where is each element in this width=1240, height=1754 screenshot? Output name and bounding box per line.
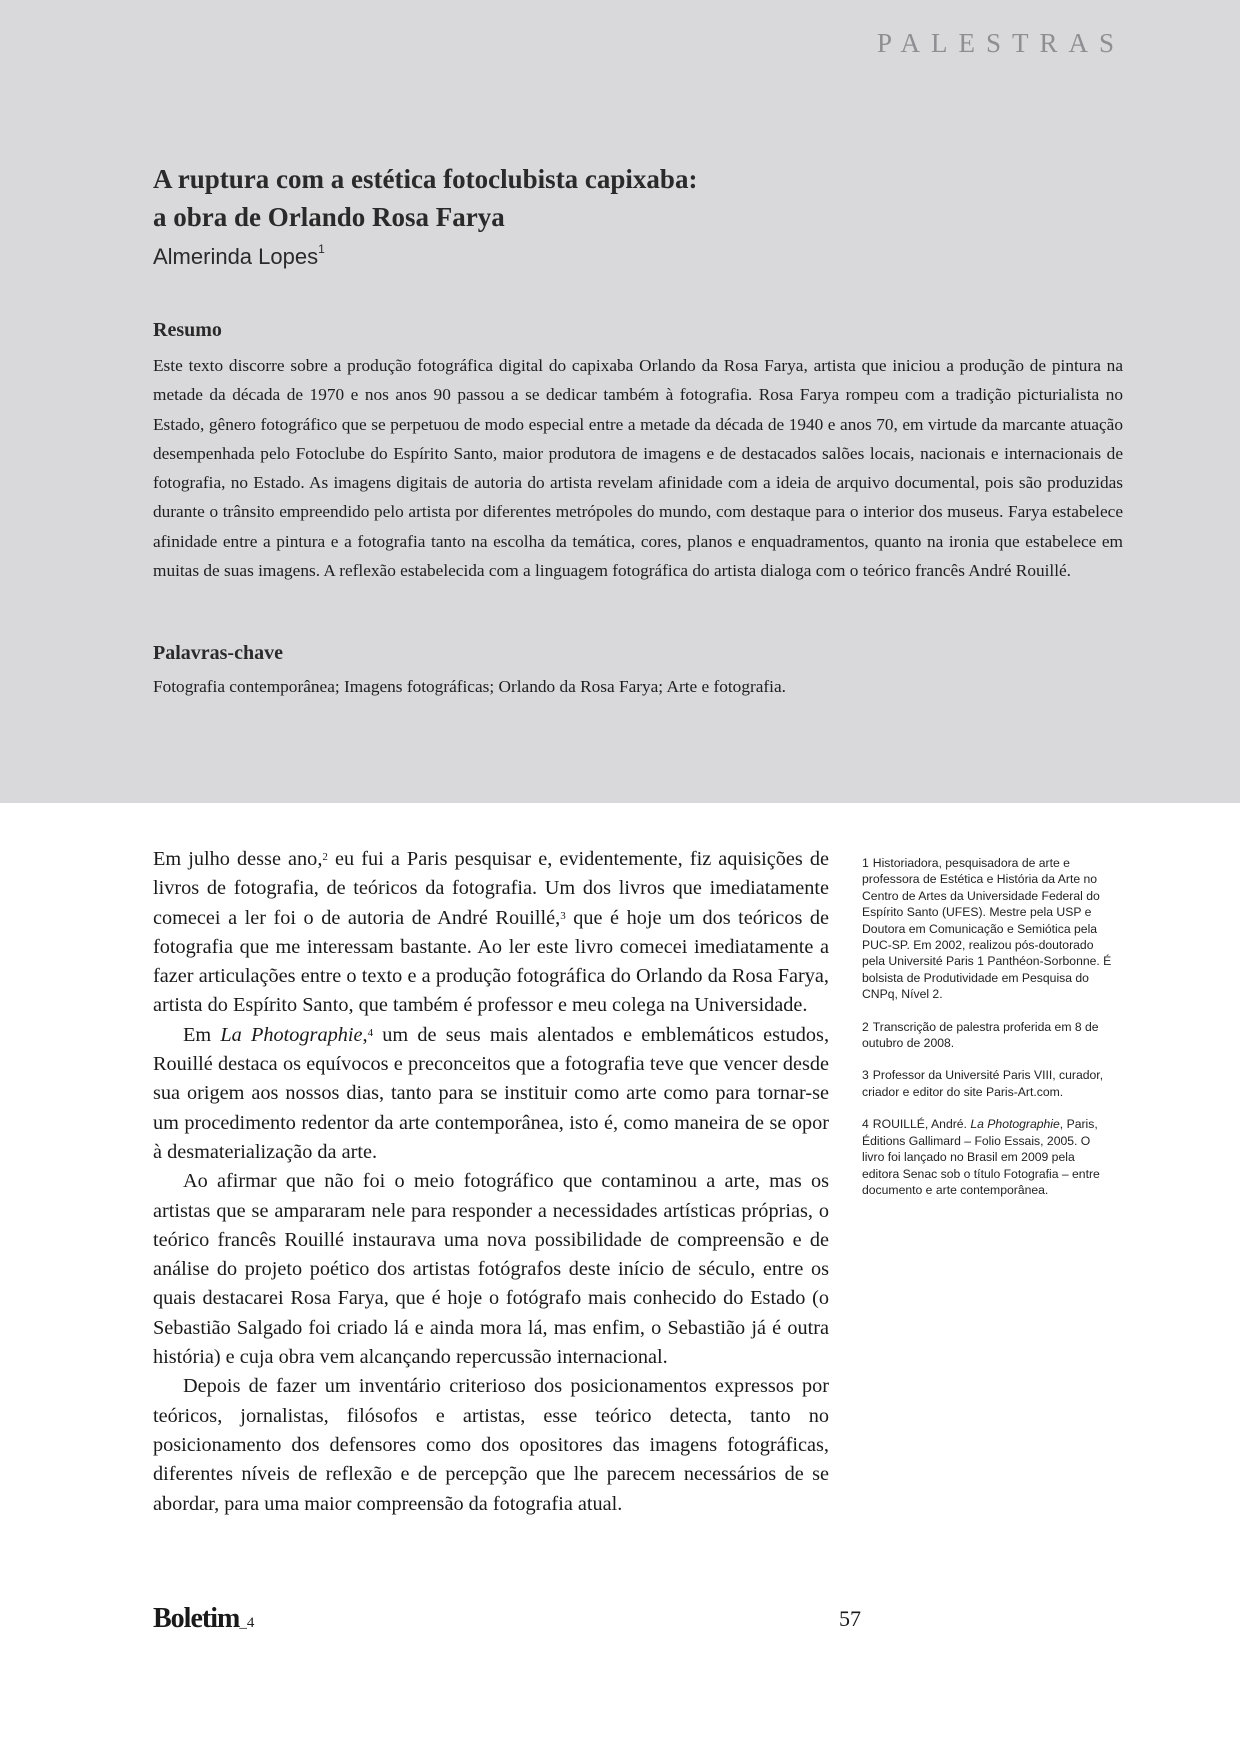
footnote-1 [862,855,1114,1003]
keywords-text: Fotografia contemporânea; Imagens fotográficas; Orlando da Rosa Farya; Arte e fotografia. [153,677,786,696]
body-text: eu fui a Paris pesquisar e, evidentemente, fiz aquisições de livros de fotografia, de teóricos da fotografia. Um dos livros que imediatamente comecei a ler foi o de autoria de André Rouillé, [153,848,829,929]
journal-issue: _4 [239,1615,255,1631]
footnote-text: , Paris, Éditions Gallimard – Folio Essais, 2005. O livro foi lançado no Brasil em 2009 pela editora Senac sob o título Fotografia – entre documento e arte contemporânea. [862,1117,1100,1197]
footnote-text: Professor da Université Paris VIII, curador, criador e editor do site Paris-Art.com. [862,1068,1104,1099]
footnote-number: 4 [862,1117,869,1132]
article-title [153,160,1053,236]
body-text: Em julho desse ano, [153,848,323,870]
abstract-text: Este texto discorre sobre a produção fotográfica digital do capixaba Orlando da Rosa Farya, artista que iniciou a produção de pintura na metade da década de 1970 e nos anos 90 passou a se dedicar também à fotografia. Rosa Farya rompeu com a tradição picturialista no Estado, gênero fotográfico que se perpetuou de modo especial entre a metade da década de 1940 e anos 70, em virtude da marcante atuação desempenhada pelo Fotoclube do Espírito Santo, maior produtora de imagens e de destacados salões locais, nacionais e internacionais de fotografia, no Estado. As imagens digitais de autoria do artista revelam afinidade com a ideia de arquivo documental, pois são produzidas durante o trânsito empreendido pelo artista por diferentes metrópoles do mundo, com destaque para o interior dos museus. Farya estabelece afinidade entre a pintura e a fotografia tanto na escolha da temática, cores, planos e enquadramentos, quanto na ironia que estabelece em muitas de suas imagens. A reflexão estabelecida com a linguagem fotográfica do artista dialoga com o teórico francês André Rouillé. [153,356,1123,581]
footnote-text: Transcrição de palestra proferida em 8 de outubro de 2008. [862,1019,1099,1051]
journal-name-text: Boletim [153,1603,240,1634]
keywords-heading: Palavras-chave [153,642,283,664]
footnote-text: Historiadora, pesquisadora de arte e professora de Estética e História da Arte no Centro de Artes da Universidade Federal do Espírito Santo (UFES). Mestre pela USP e Doutora em Comunicação e Semiótica pela PUC-SP. Em 2002, realizou pós-doutorado pela Université Paris 1 Panthéon-Sorbonne. É bolsista de Produtividade em Pesquisa do CNPq, Nível 2. [862,856,1112,1002]
section-label: PALESTRAS [876,28,1125,58]
abstract-heading: Resumo [153,319,222,341]
footnote-text: ROUILLÉ, André. [872,1117,971,1132]
footnote-number: 1 [862,856,869,870]
body-paragraph: Ao afirmar que não foi o meio fotográfico que contaminou a arte, mas os artistas que se ampararam nele para responder a necessidades artísticas próprias, o teórico francês Rouillé instaurava uma nova possibilidade de compreensão e de análise do projeto poético dos artistas fotógrafos deste início de século, entre os quais destacarei Rosa Farya, que é hoje o fotógrafo mais conhecido do Estado (o Sebastião Salgado foi criado lá e ainda mora lá, mas enfim, o Sebastião já é outra história) e cuja obra vem alcançando repercussão internacional. [153,1170,829,1369]
body-paragraph [153,1021,829,1167]
article-body [153,845,829,1519]
footnote-marker-2[interactable]: 2 [322,851,328,863]
footnote-marker-4[interactable]: 4 [367,1026,374,1039]
book-title: La Photographie [220,1023,363,1046]
footnote-3 [862,1067,1114,1100]
journal-logo [153,1603,254,1635]
footnotes [862,855,1114,1214]
body-text: , [362,1023,368,1046]
body-text: Em [183,1023,221,1046]
body-text: que é hoje um dos teóricos de fotografia que me interessam bastante. Ao ler este livro comecei imediatamente a fazer articulações entre o texto e a produção fotográfica do Orlando da Rosa Farya, artista do Espírito Santo, que também é professor e meu colega na Universidade. [153,906,829,1017]
footnote-number: 3 [862,1068,869,1083]
footnote-marker-3[interactable]: 3 [560,909,566,922]
body-paragraph: Depois de fazer um inventário criterioso dos posicionamentos expressos por teóricos, jornalistas, filósofos e artistas, esse teórico detecta, tanto no posicionamento dos defensores como dos opositores das imagens fotográficas, diferentes níveis de reflexão e de percepção que lhe parecem necessários de se abordar, para uma maior compreensão da fotografia atual. [153,1375,829,1515]
page-number: 57 [839,1606,861,1631]
footnote-number: 2 [862,1019,869,1034]
article-title-line-1: A ruptura com a estética fotoclubista capixaba: [153,164,698,194]
footnote-4 [862,1116,1114,1198]
author-name-text: Almerinda Lopes [153,244,319,269]
footnote-2 [862,1019,1114,1052]
footnote-book-title: La Photographie [970,1117,1060,1132]
author-name [153,244,325,270]
body-text: um de seus mais alentados e emblemáticos estudos, Rouillé destaca os equívocos e preconceitos que a fotografia teve que vencer desde sua origem aos nossos dias, tanto para se instituir como arte como para tornar-se um procedimento redentor da arte contemporânea, isto é, como maneira de se opor à desmaterialização da arte. [153,1023,830,1163]
author-footnote-marker[interactable]: 1 [318,242,325,256]
article-title-line-2: a obra de Orlando Rosa Farya [153,202,505,232]
body-paragraph [153,845,829,1021]
